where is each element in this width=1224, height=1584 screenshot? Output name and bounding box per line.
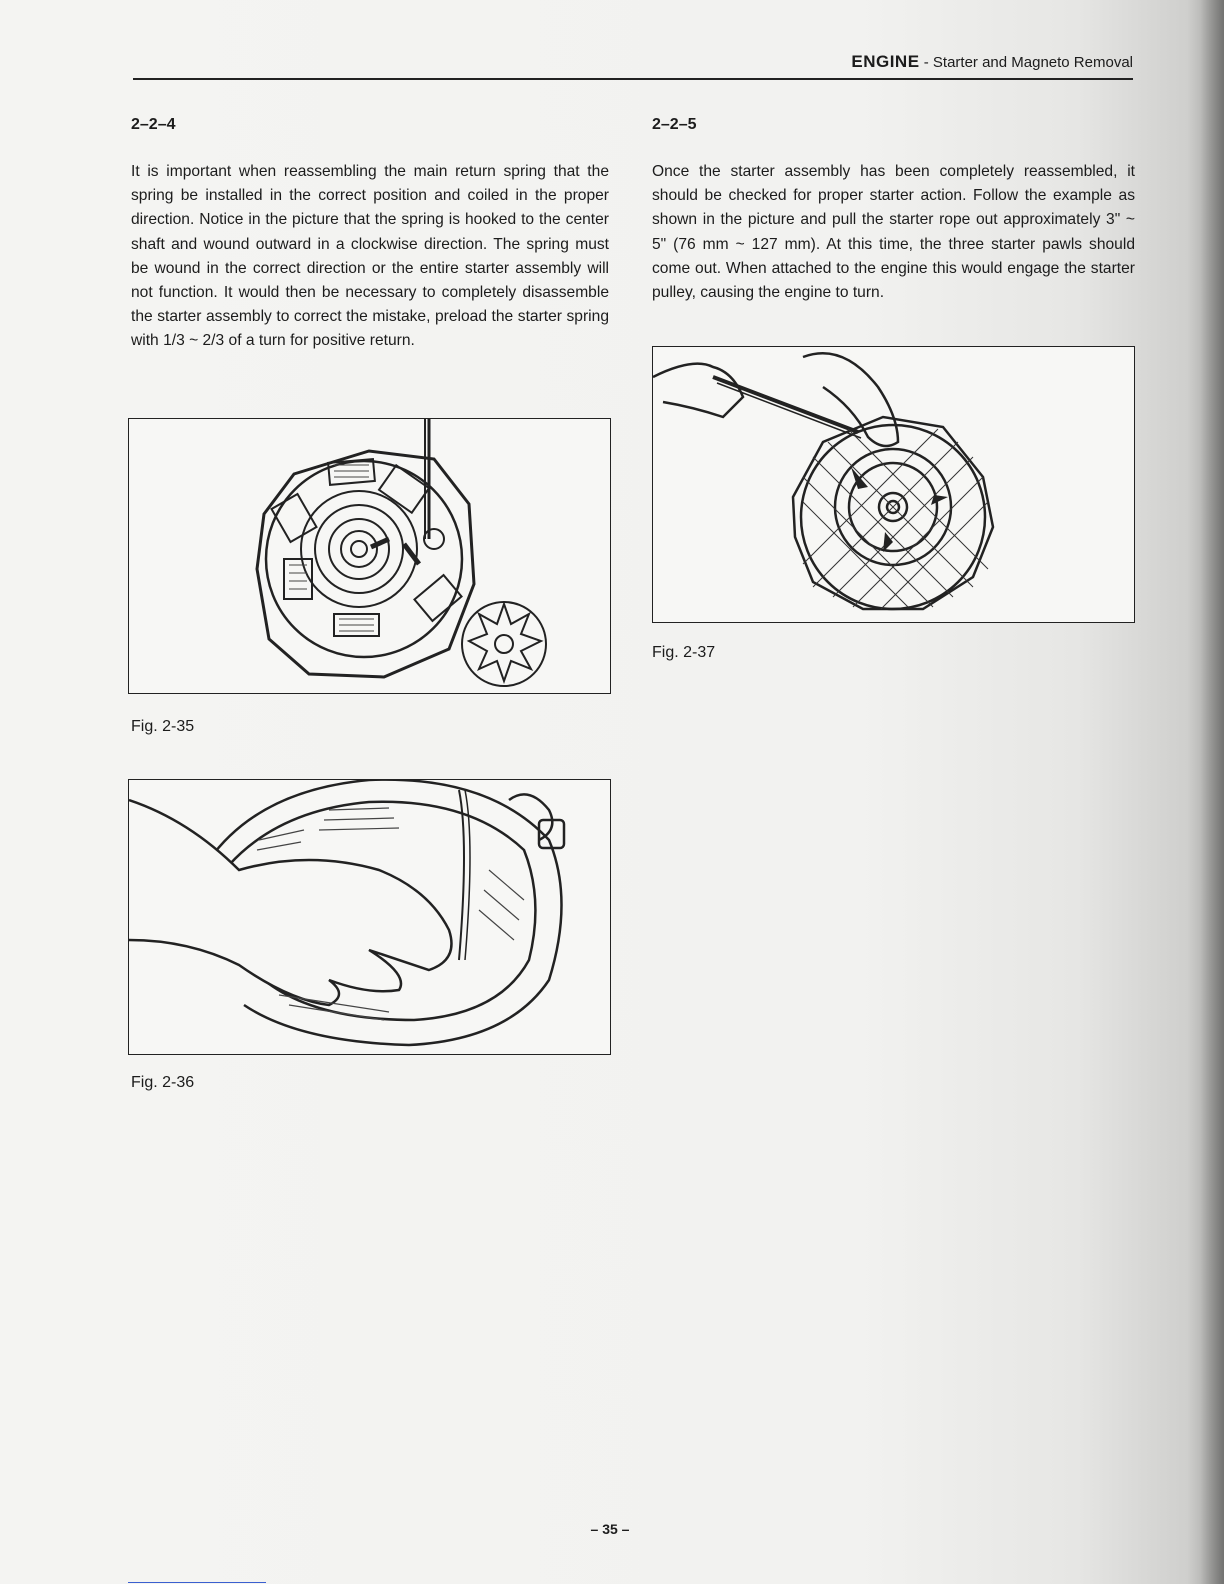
hyperlink-underline bbox=[128, 1582, 266, 1583]
header-subtitle: - Starter and Magneto Removal bbox=[919, 54, 1133, 71]
page-edge-shadow bbox=[1200, 0, 1224, 1584]
spring-install-hands-illustration bbox=[129, 780, 610, 1054]
caption-fig-2-36: Fig. 2-36 bbox=[131, 1074, 195, 1091]
figure-2-36 bbox=[128, 779, 611, 1055]
section-number-left: 2–2–4 bbox=[131, 116, 176, 133]
page-number: – 35 – bbox=[590, 1521, 630, 1537]
section-number-right: 2–2–5 bbox=[652, 116, 697, 133]
header-rule bbox=[133, 78, 1133, 80]
caption-fig-2-37: Fig. 2-37 bbox=[652, 644, 716, 661]
starter-spring-illustration bbox=[129, 419, 610, 693]
figure-2-37 bbox=[652, 346, 1135, 623]
header-chapter: ENGINE bbox=[851, 52, 920, 71]
starter-pull-test-illustration bbox=[653, 347, 1134, 622]
paragraph-right: Once the starter assembly has been completely reassembled, it should be checked for proper starter action. Follow the example as shown in the picture and pull the starter rope out approximately 3" ~ 5" (76 mm ~ 127 mm). At this time, the three starter pawls should come out. When attached to the engine this would engage the starter pulley, causing the engine to turn. bbox=[652, 163, 1135, 302]
running-header bbox=[580, 52, 1133, 72]
paragraph-left: It is important when reassembling the main return spring that the spring be installed in the correct position and coiled in the proper direction. Notice in the picture that the spring is hooked to the center shaft and wound outward in a clockwise direction. The spring must be wound in the correct direction or the entire starter assembly will not function. It would then be necessary to completely disassemble the starter assembly to correct the mistake, preload the starter spring with 1/3 ~ 2/3 of a turn for positive return. bbox=[131, 163, 609, 350]
caption-fig-2-35: Fig. 2-35 bbox=[131, 718, 195, 735]
figure-2-35 bbox=[128, 418, 611, 694]
